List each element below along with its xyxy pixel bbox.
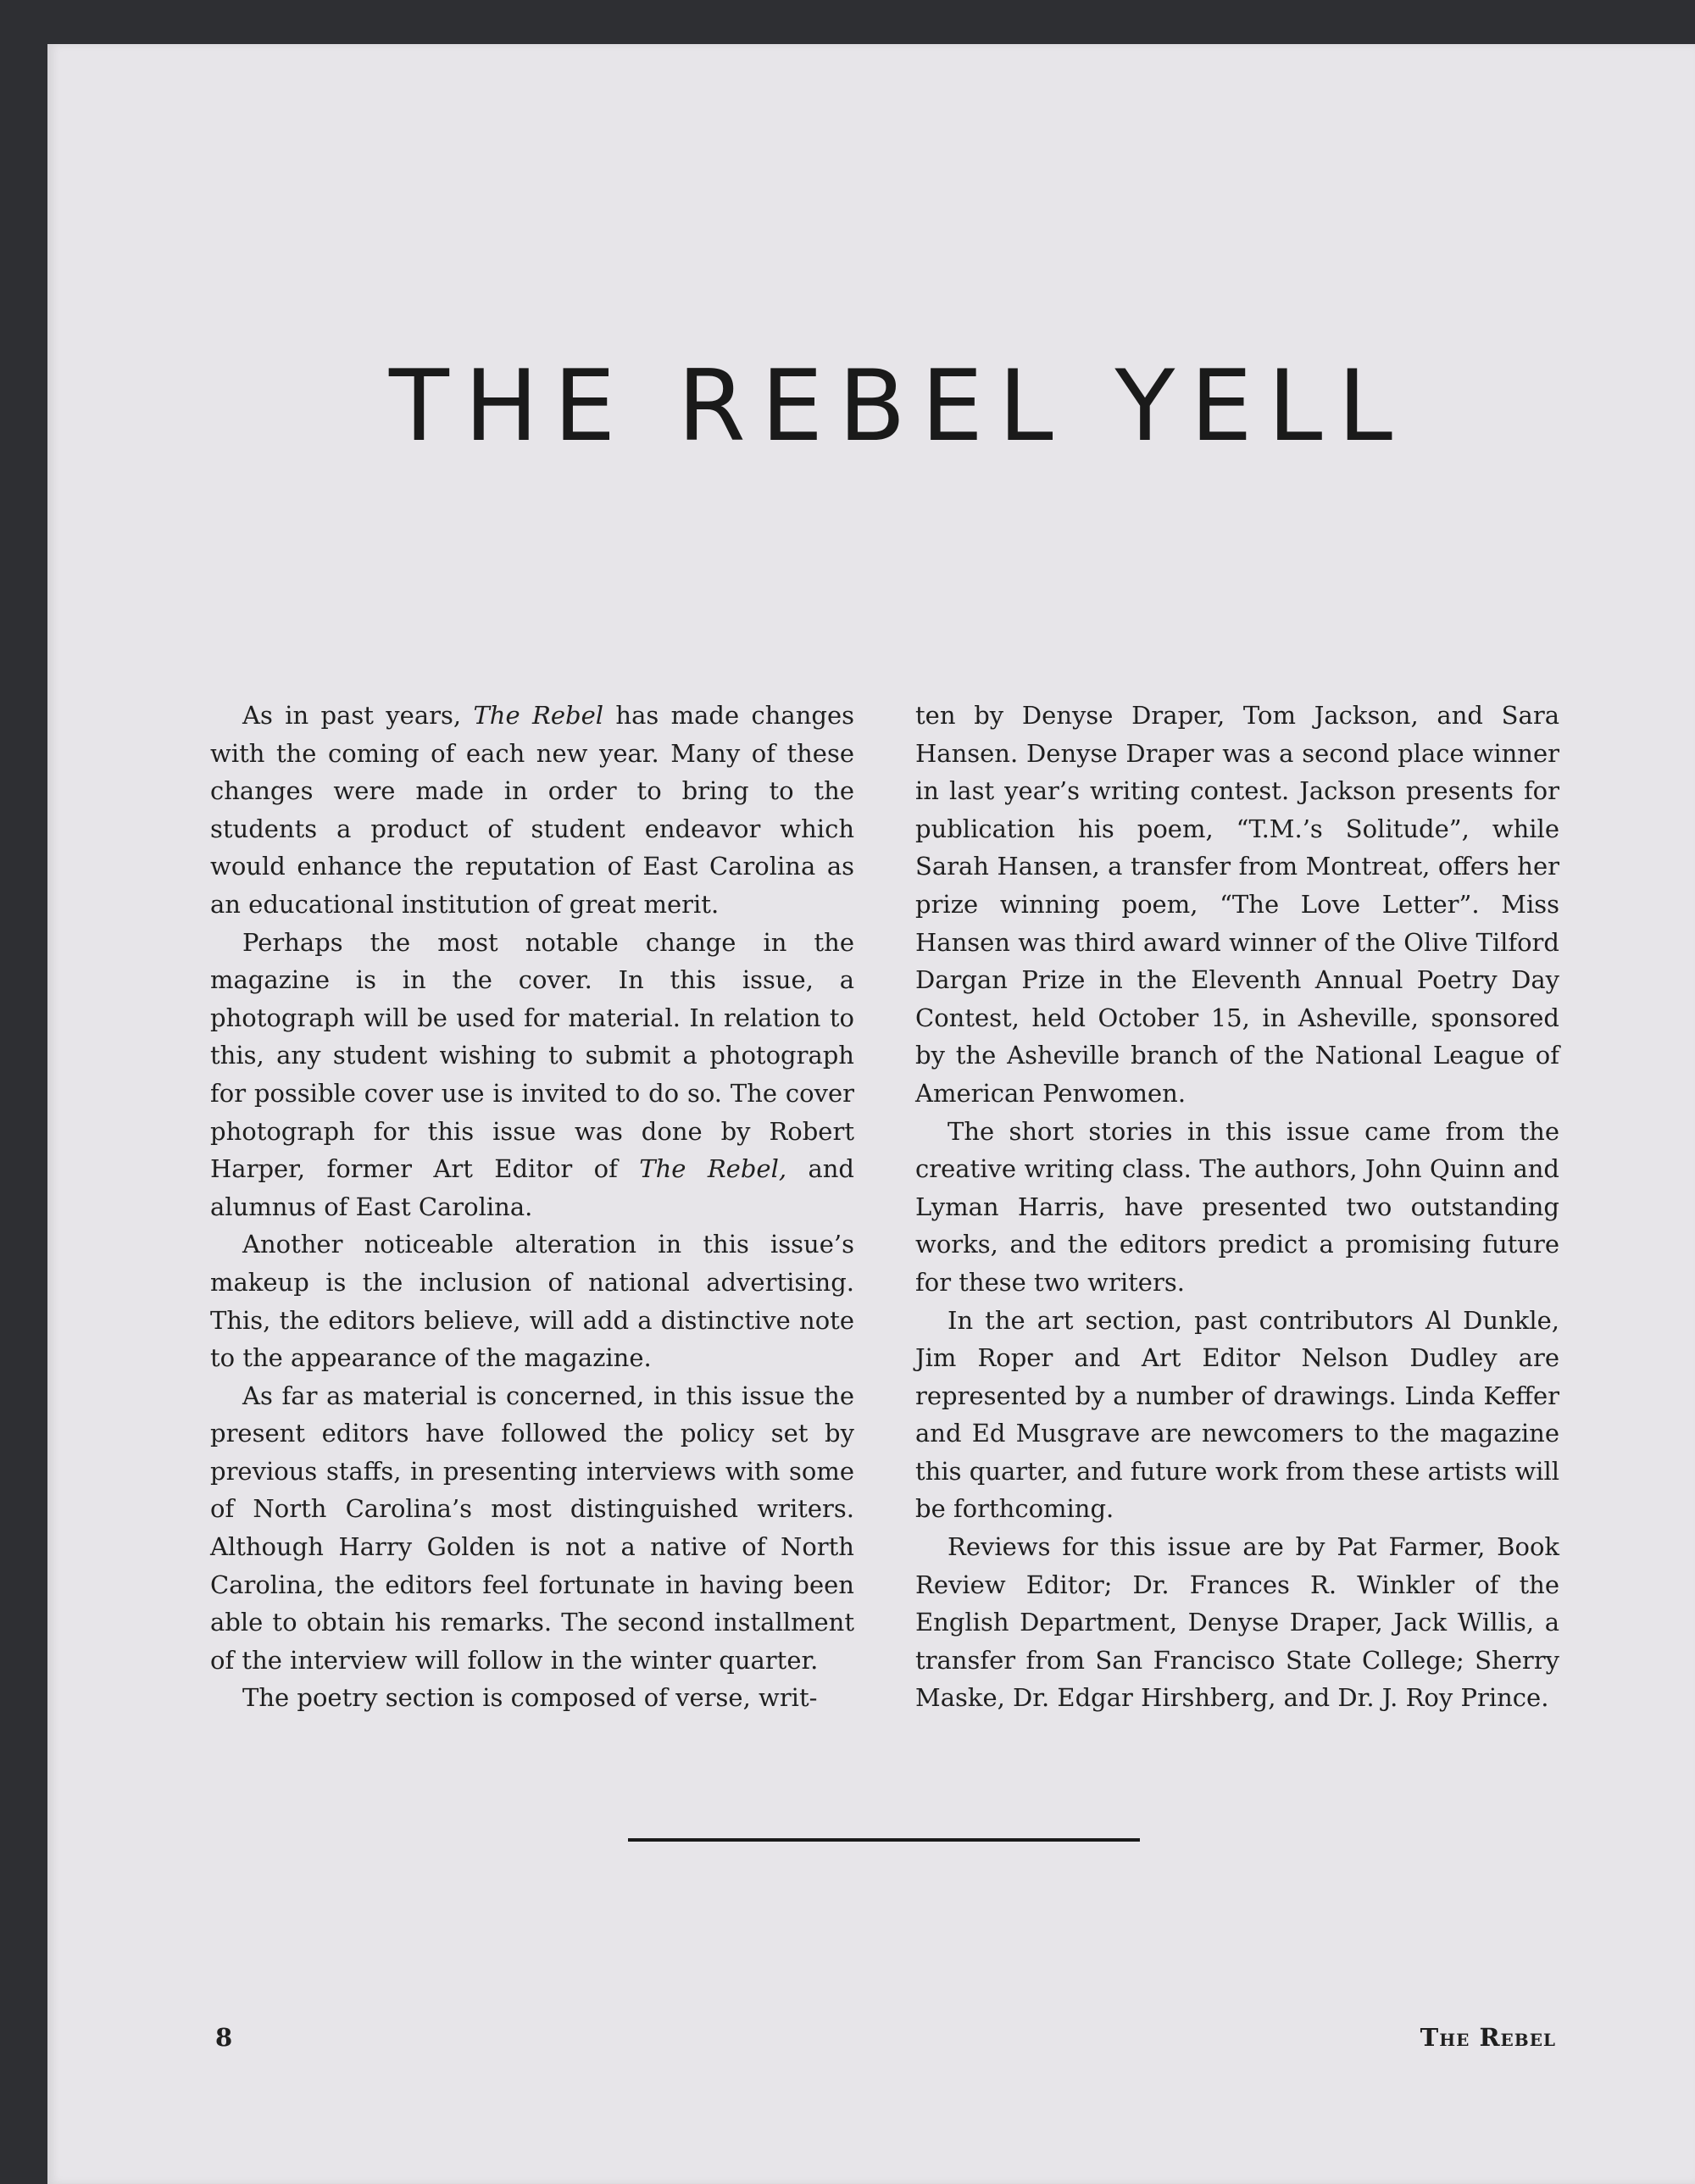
paragraph: [210, 924, 854, 1226]
paragraph-text: As in past years,: [242, 701, 474, 730]
paragraph: [210, 697, 854, 924]
paragraph: The short stories in this issue came from the creative writing class. The authors, John Quinn and Lyman Harris, have presented two outstanding works, and the editors predict a promising future for these two writers.: [915, 1116, 1559, 1297]
page-number: 8: [215, 2023, 233, 2052]
paragraph-text: As far as material is concerned, in this issue the present editors have followed the policy set by previous staffs, in presenting interviews with some of North Carolina’s most distinguished writers. Although Harry Golden is not a native of North Carolina, the editors feel fortunate in having been able to obtain his remarks. The second installment of the interview will follow in the winter quarter.: [210, 1381, 854, 1675]
section-divider: [628, 1838, 1140, 1842]
paragraph: [210, 1679, 854, 1717]
magazine-title-italic: The Rebel,: [639, 1154, 787, 1184]
right-column: [915, 697, 1559, 1717]
paragraph-text: Another noticeable alteration in this issue’s makeup is the inclusion of national advertising. This, the editors believe, will add a distinctive note to the appearance of the magazine.: [210, 1230, 854, 1373]
paragraph-text: Perhaps the most notable change in the magazine is in the cover. In this issue, a photograph will be used for material. In relation to this, any student wishing to submit a photograph for possible cover use is invited to do so. The cover photograph for this issue was done by Robert Harper, former Art Editor of: [210, 927, 854, 1184]
magazine-title-italic: The Rebel: [473, 701, 604, 730]
magazine-page: [47, 44, 1695, 2184]
paragraph-continued: ten by Denyse Draper, Tom Jackson, and Sara Hansen. Denyse Draper was a second place winner in last year’s writing contest. Jackson presents for publication his poem, “T.M.’s Solitude”, while Sarah Hansen, a transfer from Montreat, offers her prize winning poem, “The Love Letter”. Miss Hansen was third award winner of the Olive Tilford Dargan Prize in the Eleventh Annual Poetry Day Contest, held October 15, in Asheville, sponsored by the Asheville branch of the National League of American Penwomen.: [915, 701, 1559, 1108]
running-footer-title: The Rebel: [1420, 2023, 1556, 2052]
paragraph: [210, 1377, 854, 1680]
paragraph-text: and alumnus of East Carolina.: [210, 1154, 854, 1221]
paragraph: [210, 1225, 854, 1376]
paragraph-text: has made changes with the coming of each new year. Many of these changes were made in order to bring to the students a product of student endeavor which would enhance the reputation of East Carolina as an educational institution of great merit.: [210, 701, 855, 919]
paragraph: In the art section, past contributors Al Dunkle, Jim Roper and Art Editor Nelson Dudley are represented by a number of drawings. Linda Keffer and Ed Musgrave are newcomers to the magazine this quarter, and future work from these artists will be forthcoming.: [915, 1305, 1559, 1524]
paragraph-text: The poetry section is composed of verse, writ-: [242, 1683, 818, 1713]
page-title: THE REBEL YELL: [389, 349, 1408, 464]
paragraph: Reviews for this issue are by Pat Farmer, Book Review Editor; Dr. Frances R. Winkler of the English Department, Denyse Draper, Jack Willis, a transfer from San Francisco State College; Sherry Maske, Dr. Edgar Hirshberg, and Dr. J. Roy Prince.: [915, 1532, 1559, 1713]
left-column: [210, 697, 854, 1717]
